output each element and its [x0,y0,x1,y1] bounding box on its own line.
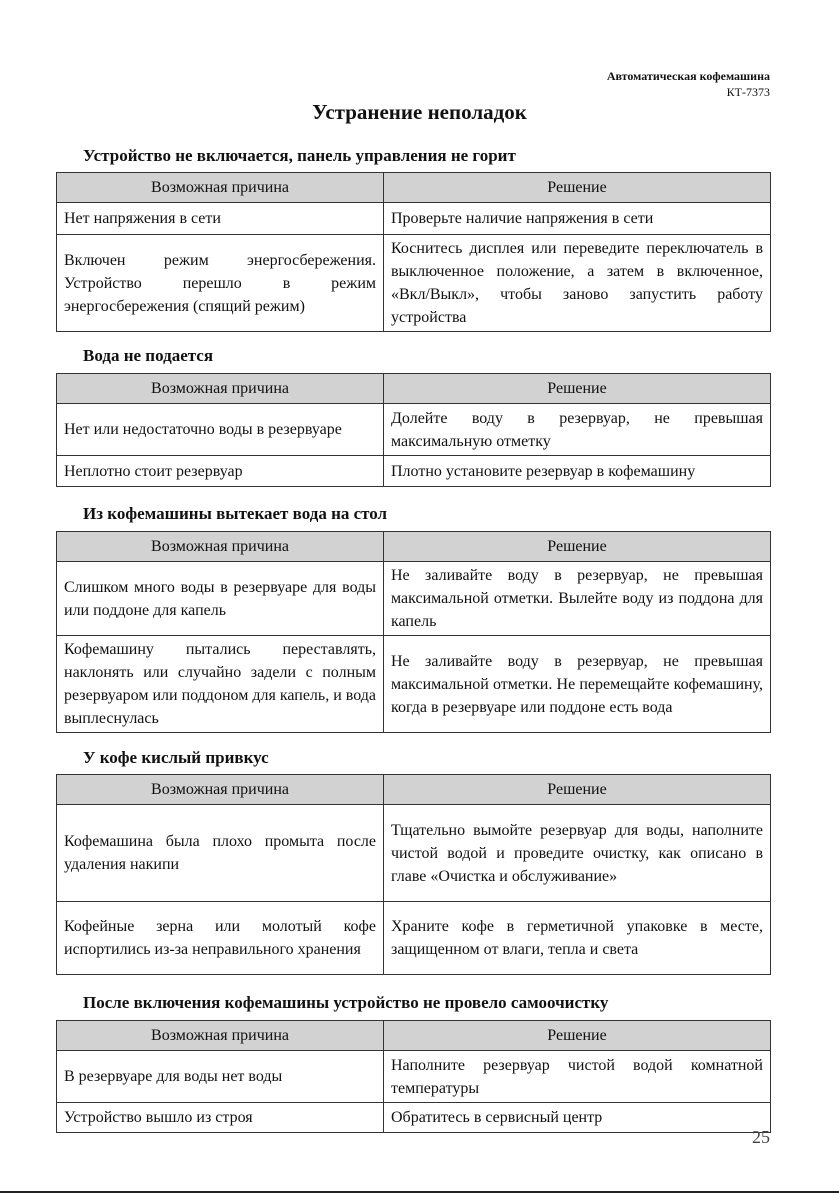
solution-cell: Обратитесь в сервисный центр [384,1103,771,1133]
table-row [57,805,771,902]
table-row [57,203,771,235]
solution-column-header: Решение [384,374,771,404]
cause-column-header: Возможная причина [57,775,384,805]
cause-cell: Слишком много воды в резервуаре для воды или поддоне для капель [57,562,384,636]
header-model-number: КТ-7373 [726,85,770,99]
troubleshooting-table-no-self-clean [56,1020,771,1133]
header-product-name: Автоматическая кофемашина [606,69,770,83]
cause-cell: Нет или недостаточно воды в резервуаре [57,404,384,456]
cause-column-header: Возможная причина [57,532,384,562]
section-title-sour-taste: У кофе кислый привкус [83,748,269,767]
table-row [57,636,771,733]
troubleshooting-table-sour-taste [56,774,771,975]
cause-cell: Нет напряжения в сети [57,203,384,235]
cause-cell: Устройство вышло из строя [57,1103,384,1133]
solution-column-header: Решение [384,1021,771,1051]
solution-column-header: Решение [384,532,771,562]
cause-cell: Кофейные зерна или молотый кофе испортились из-за неправильного хранения [57,902,384,975]
troubleshooting-table-no-water [56,373,771,487]
solution-column-header: Решение [384,775,771,805]
cause-cell: Неплотно стоит резервуар [57,456,384,487]
table-header-row [57,1021,771,1051]
section-title-no-water: Вода не подается [83,346,214,365]
cause-column-header: Возможная причина [57,1021,384,1051]
cause-cell: Кофемашина была плохо промыта после удаления накипи [57,805,384,902]
table-row [57,456,771,487]
cause-column-header: Возможная причина [57,173,384,203]
solution-cell: Проверьте наличие напряжения в сети [384,203,771,235]
solution-cell: Не заливайте воду в резервуар, не превышая максимальной отметки. Вылейте воду из поддона для капель [384,562,771,636]
table-row [57,235,771,332]
table-row [57,404,771,456]
solution-cell: Долейте воду в резервуар, не превышая максимальную отметку [384,404,771,456]
section-title-water-leak: Из кофемашины вытекает вода на стол [83,504,388,523]
page-title: Устранение неполадок [312,100,527,124]
section-title-no-power: Устройство не включается, панель управления не горит [83,146,516,165]
troubleshooting-table-water-leak [56,531,771,733]
cause-cell: Кофемашину пытались переставлять, наклонять или случайно задели с полным резервуаром или поддоном для капель, и вода выплеснулась [57,636,384,733]
table-row [57,1103,771,1133]
table-header-row [57,173,771,203]
solution-cell: Тщательно вымойте резервуар для воды, наполните чистой водой и проведите очистку, как описано в главе «Очистка и обслуживание» [384,805,771,902]
solution-cell: Храните кофе в герметичной упаковке в месте, защищенном от влаги, тепла и света [384,902,771,975]
solution-cell: Плотно установите резервуар в кофемашину [384,456,771,487]
table-row [57,1051,771,1103]
table-row [57,902,771,975]
table-header-row [57,532,771,562]
table-row [57,562,771,636]
solution-column-header: Решение [384,173,771,203]
troubleshooting-table-no-power [56,172,771,332]
table-header-row [57,775,771,805]
solution-cell: Коснитесь дисплея или переведите переключатель в выключенное положение, а затем в включенное, «Вкл/Выкл», чтобы заново запустить работу устройства [384,235,771,332]
page-number: 25 [752,1127,770,1147]
table-header-row [57,374,771,404]
section-title-no-self-clean: После включения кофемашины устройство не провело самоочистку [83,993,609,1012]
cause-cell: В резервуаре для воды нет воды [57,1051,384,1103]
cause-column-header: Возможная причина [57,374,384,404]
cause-cell: Включен режим энергосбережения. Устройство перешло в режим энергосбережения (спящий режим) [57,235,384,332]
solution-cell: Наполните резервуар чистой водой комнатной температуры [384,1051,771,1103]
solution-cell: Не заливайте воду в резервуар, не превышая максимальной отметки. Не перемещайте кофемашину, когда в резервуаре или поддоне есть вода [384,636,771,733]
